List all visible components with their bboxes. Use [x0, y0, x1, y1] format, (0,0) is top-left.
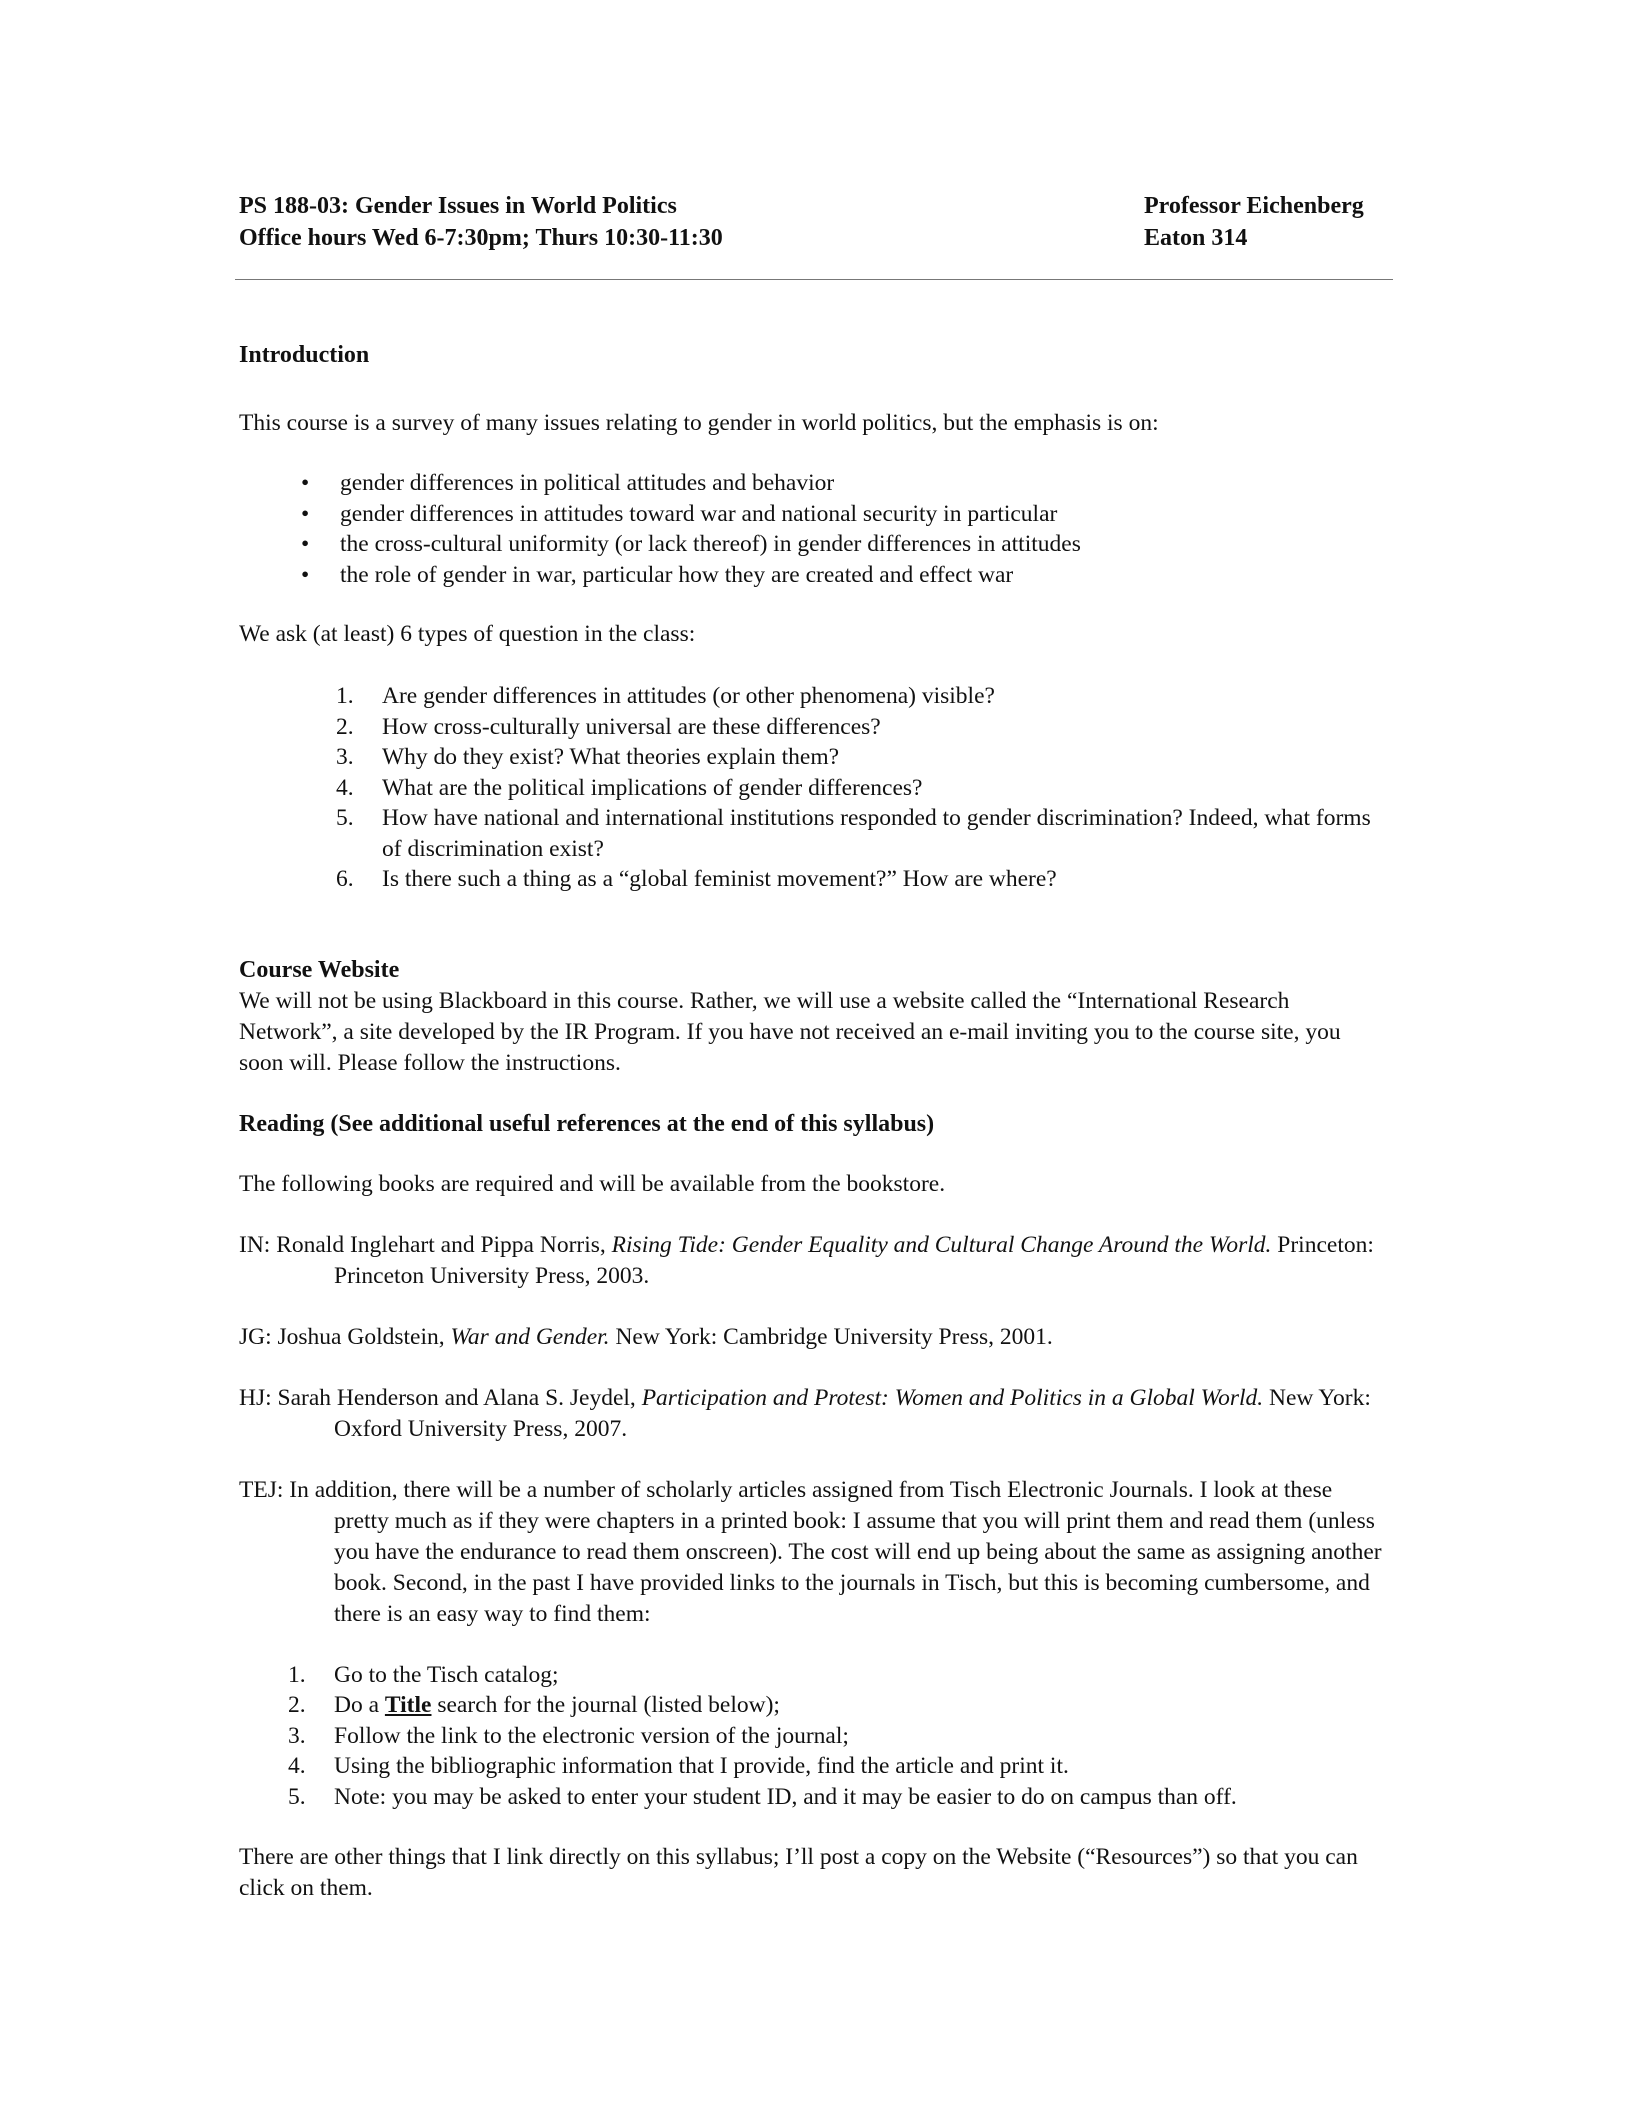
- list-item: 6. Is there such a thing as a “global feminist movement?” How are where?: [336, 866, 1057, 892]
- title-emphasis: Title: [384, 1692, 432, 1718]
- closing-paragraph: There are other things that I link directly on this syllabus; I’ll post a copy on the Website (“Resources”) so that you can click on them.: [239, 1844, 1358, 1901]
- list-item: • the cross-cultural uniformity (or lack thereof) in gender differences in attitudes: [239, 529, 1389, 560]
- list-item: 5. How have national and international institutions responded to gender discrimination? Indeed, what forms of discrimination exist?: [336, 805, 1371, 862]
- header-row-2: [239, 222, 1389, 254]
- bullet-icon: •: [301, 470, 310, 496]
- list-item: • gender differences in political attitudes and behavior: [239, 468, 1389, 499]
- list-item: 4. What are the political implications of gender differences?: [336, 774, 923, 801]
- syllabus-page: [239, 190, 1389, 1904]
- reference-henderson: HJ: Sarah Henderson and Alana S. Jeydel, Participation and Protest: Women and Politics in a Global World. New York: Oxford University Press, 2007.: [239, 1384, 1371, 1442]
- list-item: 2. How cross-culturally universal are these differences?: [336, 713, 881, 740]
- list-item: 1. Are gender differences in attitudes (or other phenomena) visible?: [336, 683, 995, 709]
- questions-lead: We ask (at least) 6 types of question in the class:: [239, 621, 696, 647]
- office-location: Eaton 314: [1144, 225, 1248, 251]
- list-item: 1. Go to the Tisch catalog;: [288, 1661, 559, 1688]
- list-item: • the role of gender in war, particular how they are created and effect war: [239, 560, 1389, 591]
- bullet-icon: •: [301, 500, 310, 527]
- list-item: 2. Do a Title search for the journal (listed below);: [288, 1692, 780, 1718]
- website-body: We will not be using Blackboard in this course. Rather, we will use a website called the “International Research Network”, a site developed by the IR Program. If you have not received an e-mail inviting you to the course site, you soon will. Please follow the instructions.: [239, 987, 1341, 1076]
- bullet-icon: •: [301, 531, 310, 557]
- reference-inglehart: IN: Ronald Inglehart and Pippa Norris, Rising Tide: Gender Equality and Cultural Change Around the World. Princeton: Princeton University Press, 2003.: [239, 1231, 1374, 1289]
- website-heading: Course Website: [239, 956, 400, 983]
- list-item: 5. Note: you may be asked to enter your student ID, and it may be easier to do on campus than off.: [288, 1783, 1237, 1810]
- reading-heading: Reading (See additional useful references at the end of this syllabus): [239, 1110, 935, 1137]
- course-title: PS 188-03: Gender Issues in World Politics: [239, 193, 677, 219]
- bullet-icon: •: [301, 561, 310, 588]
- emphasis-list: [239, 468, 1389, 590]
- tisch-journals-note: TEJ: In addition, there will be a number of scholarly articles assigned from Tisch Electronic Journals. I look at these pretty much as if they were chapters in a printed book: I assume that you will print them and read them (unless you have the endurance to read them onscreen). The cost will end up being about the same as assigning another book. Second, in the past I have provided links to the journals in Tisch, but this is becoming cumbersome, and there is an easy way to find them:: [239, 1476, 1382, 1627]
- list-item: 4. Using the bibliographic information that I provide, find the article and print it.: [288, 1753, 1069, 1779]
- professor-name: Professor Eichenberg: [1144, 193, 1364, 219]
- list-item: 3. Why do they exist? What theories explain them?: [336, 744, 840, 770]
- introduction-heading: Introduction: [239, 342, 370, 368]
- list-item: 3. Follow the link to the electronic version of the journal;: [288, 1722, 849, 1749]
- questions-list: [239, 681, 1389, 895]
- header-divider: [235, 279, 1393, 280]
- tisch-steps-list: [239, 1660, 1389, 1813]
- header-row-1: [239, 190, 1389, 222]
- list-item: • gender differences in attitudes toward war and national security in particular: [239, 499, 1389, 530]
- introduction-lead: This course is a survey of many issues relating to gender in world politics, but the emphasis is on:: [239, 410, 1159, 436]
- office-hours: Office hours Wed 6-7:30pm; Thurs 10:30-11:30: [239, 225, 723, 251]
- reference-goldstein: JG: Joshua Goldstein, War and Gender. New York: Cambridge University Press, 2001.: [239, 1323, 1053, 1350]
- reading-lead: The following books are required and will be available from the bookstore.: [239, 1170, 946, 1197]
